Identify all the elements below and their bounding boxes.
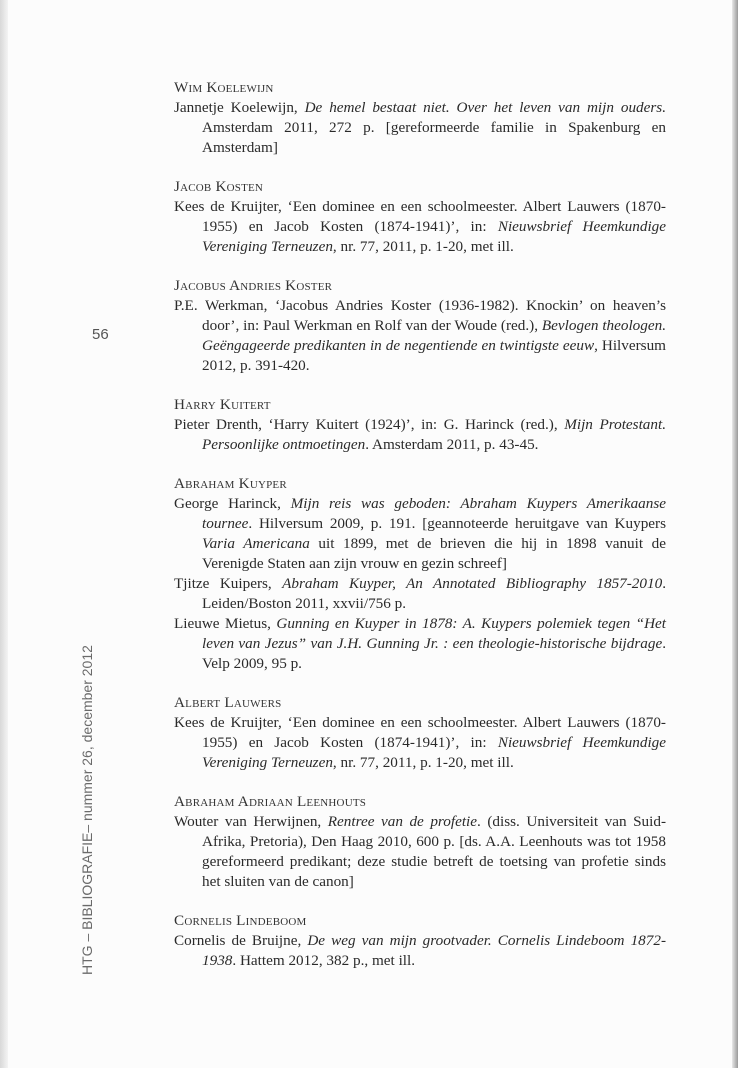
citation: P.E. Werkman, ‘Jacobus Andries Koster (1936-1982). Knockin’ on heaven’s door’, in: Paul Werkman en Rolf van der Woude (red.), Bevlogen theologen. Geëngageerde predikanten in de negentiende en twintigste eeuw, Hilversum 2012, p. 391-420.	[174, 297, 667, 374]
subject-name: Jacob Kosten	[174, 178, 264, 195]
page-edge-right	[732, 0, 738, 1068]
citation: Kees de Kruijter, ‘Een dominee en een schoolmeester. Albert Lauwers (1870-1955) en Jacob Kosten (1874-1941)’, in: Nieuwsbrief Heemkundige Vereniging Terneuzen, nr. 77, 2011, p. 1-20, met ill.	[174, 714, 667, 771]
bibliography-entry	[174, 276, 666, 376]
subject-name: Jacobus Andries Koster	[174, 277, 333, 294]
bibliography-entry	[174, 792, 666, 892]
subject-name: Cornelis Lindeboom	[174, 912, 307, 929]
citation: Kees de Kruijter, ‘Een dominee en een schoolmeester. Albert Lauwers (1870-1955) en Jacob Kosten (1874-1941)’, in: Nieuwsbrief Heemkundige Vereniging Terneuzen, nr. 77, 2011, p. 1-20, met ill.	[174, 198, 667, 255]
bibliography-entry	[174, 911, 666, 971]
citation: Cornelis de Bruijne, De weg van mijn grootvader. Cornelis Lindeboom 1872-1938. Hattem 2012, 382 p., met ill.	[174, 932, 666, 969]
running-head: HTG – BIBLIOGRAFIE– nummer 26, december 2012	[79, 645, 95, 975]
subject-name: Albert Lauwers	[174, 694, 282, 711]
subject-name: Abraham Adriaan Leenhouts	[174, 793, 367, 810]
citation: Wouter van Herwijnen, Rentree van de profetie. (diss. Universiteit van Suid-Afrika, Pretoria), Den Haag 2010, 600 p. [ds. A.A. Leenhouts was tot 1958 gereformeerd predikant; deze studie betreft de toetsing van profetie sinds het sluiten van de canon]	[174, 813, 667, 890]
citation: Lieuwe Mietus, Gunning en Kuyper in 1878: A. Kuypers polemiek tegen “Het leven van Jezus” van J.H. Gunning Jr. : een theologie-historische bijdrage. Velp 2009, 95 p.	[174, 615, 667, 672]
citation: George Harinck, Mijn reis was geboden: Abraham Kuypers Amerikaanse tournee. Hilversum 2009, p. 191. [geannoteerde heruitgave van Kuypers Varia Americana uit 1899, met de brieven die hij in 1898 vanuit de Verenigde Staten aan zijn vrouw en gezin schreef]	[174, 495, 667, 572]
subject-name: Wim Koelewijn	[174, 79, 274, 96]
page-number: 56	[92, 326, 109, 343]
bibliography-list	[174, 78, 666, 990]
subject-name: Harry Kuitert	[174, 396, 271, 413]
bibliography-entry	[174, 474, 666, 674]
subject-name: Abraham Kuyper	[174, 475, 287, 492]
bibliography-entry	[174, 78, 666, 158]
citation: Jannetje Koelewijn, De hemel bestaat niet. Over het leven van mijn ouders. Amsterdam 2011, 272 p. [gereformeerde familie in Spakenburg en Amsterdam]	[174, 99, 666, 156]
page-edge-left	[0, 0, 8, 1068]
bibliography-entry	[174, 395, 666, 455]
citation: Pieter Drenth, ‘Harry Kuitert (1924)’, in: G. Harinck (red.), Mijn Protestant. Persoonlijke ontmoetingen. Amsterdam 2011, p. 43-45.	[174, 416, 666, 453]
bibliography-entry	[174, 693, 666, 773]
citation: Tjitze Kuipers, Abraham Kuyper, An Annotated Bibliography 1857-2010. Leiden/Boston 2011, xxvii/756 p.	[174, 575, 666, 612]
bibliography-entry	[174, 177, 666, 257]
